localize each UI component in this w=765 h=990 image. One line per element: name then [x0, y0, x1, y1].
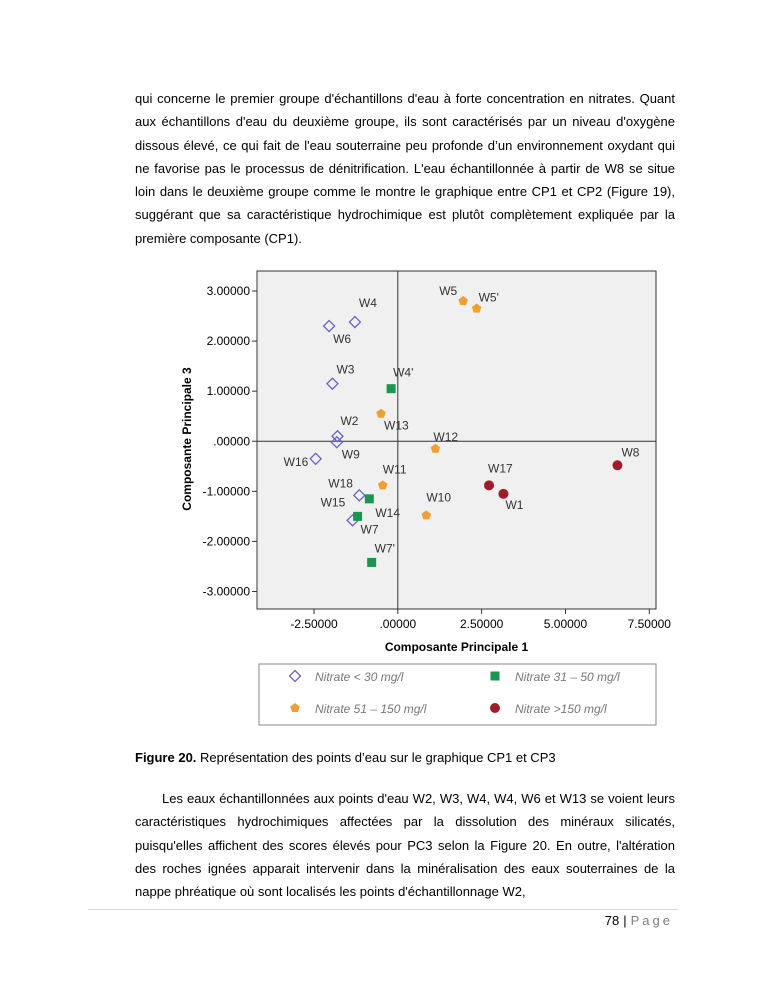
point-w17	[484, 480, 494, 490]
y-tick-label: -2.00000	[202, 534, 250, 549]
point-w15	[353, 512, 362, 521]
page-footer	[605, 913, 673, 928]
point-label: W4	[358, 296, 377, 311]
point-label: W5'	[478, 290, 499, 305]
point-label: W7	[360, 522, 379, 537]
pca-scatter-chart	[175, 262, 675, 732]
x-tick-label: 5.00000	[543, 617, 588, 631]
point-label: W13	[384, 418, 409, 433]
point-label: W9	[341, 447, 360, 462]
legend-marker	[491, 672, 500, 681]
x-axis-label: Composante Principale 1	[384, 640, 529, 654]
body-paragraph-top: qui concerne le premier groupe d'échantillons d'eau à forte concentration en nitrates. Quant aux échantillons d'eau du deuxième groupe, ils sont caractérisés par un niveau d'oxygène dissous élevé, ce qui fait de l'eau souterraine peu profonde d’un environnement oxydant qui ne favorise pas le processus de dénitrification. L'eau échantillonnée à partir de W8 se situe loin dans le deuxième groupe comme le montre le graphique entre CP1 et CP2 (Figure 19), suggérant que sa caractéristique hydrochimique est plutôt complètement expliquée par la première composante (CP1).	[135, 91, 675, 246]
page-number: 78	[604, 913, 620, 928]
point-label: W2	[340, 414, 359, 429]
y-tick-label: 3.00000	[206, 284, 250, 299]
y-tick-label: -1.00000	[202, 484, 250, 499]
point-label: W1	[505, 497, 524, 512]
point-label: W10	[426, 490, 452, 505]
y-tick-label: .00000	[213, 434, 250, 449]
figure-caption	[135, 750, 556, 765]
x-tick-label: -2.50000	[290, 617, 338, 631]
y-axis-label: Composante Principale 3	[180, 367, 194, 511]
legend-label: Nitrate >150 mg/l	[515, 702, 607, 716]
point-label: W12	[433, 429, 459, 444]
legend-label: Nitrate < 30 mg/l	[315, 670, 404, 684]
point-label: W14	[375, 505, 401, 520]
point-label: W11	[382, 462, 407, 477]
x-axis-ticks	[290, 609, 671, 631]
x-tick-label: 7.50000	[627, 617, 671, 631]
point-label: W17	[488, 461, 513, 476]
legend-label: Nitrate 31 – 50 mg/l	[515, 670, 620, 684]
figure-caption-label: Figure 20.	[135, 750, 197, 765]
point-label: W6	[333, 332, 352, 347]
body-paragraph-bottom: Les eaux échantillonnées aux points d'eau W2, W3, W4, W4, W6 et W13 se voient leurs caractéristiques hydrochimiques affectées par la dissolution des minéraux silicatés, puisqu'elles affichent des scores élevés pour PC3 selon la Figure 20. En outre, l'altération des roches ignées apparait intervenir dans la minéralisation des eaux souterraines de la nappe phréatique où sont localisés les points d'échantillonnage W2,	[135, 791, 675, 900]
point-w14	[365, 494, 374, 503]
footer-divider	[88, 909, 678, 910]
point-label: W5	[439, 284, 458, 299]
point-label: W15	[320, 495, 346, 510]
point-label: W8	[621, 445, 640, 460]
point-label: W3	[336, 362, 355, 377]
point-w8	[612, 460, 622, 470]
point-label: W16	[283, 454, 309, 469]
point-label: W18	[328, 476, 353, 491]
x-tick-label: 2.50000	[459, 617, 504, 631]
figure-caption-text: Représentation des points d’eau sur le graphique CP1 et CP3	[196, 750, 556, 765]
point-label: W7'	[374, 541, 395, 556]
legend-marker	[490, 703, 500, 713]
page-word: Page	[630, 913, 673, 928]
footer-separator: |	[623, 913, 627, 928]
y-tick-label: 2.00000	[206, 334, 250, 349]
point-w7-prime	[367, 558, 376, 567]
legend-label: Nitrate 51 – 150 mg/l	[315, 702, 427, 716]
point-label: W4'	[393, 365, 414, 380]
y-axis-ticks	[203, 284, 257, 598]
x-tick-label: .00000	[379, 617, 417, 631]
y-tick-label: 1.00000	[206, 384, 250, 399]
point-w4-prime	[387, 384, 396, 393]
y-tick-label: -3.00000	[202, 584, 250, 599]
